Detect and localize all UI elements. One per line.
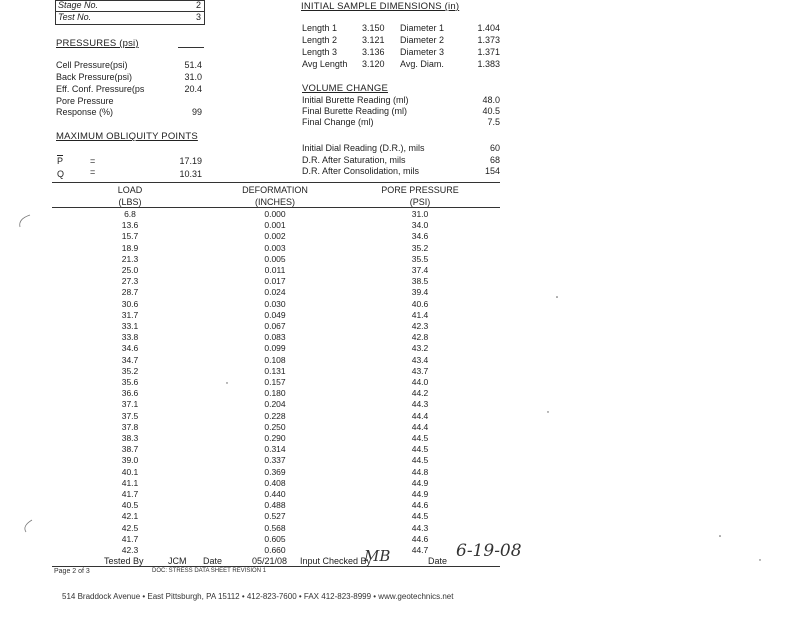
load-cell: 37.8: [121, 421, 139, 432]
speck: [556, 296, 558, 298]
deformation-unit-header: (INCHES): [255, 197, 295, 207]
initial-dial-value: 60: [489, 143, 500, 153]
pore-pressure-header: PORE PRESSURE: [381, 185, 459, 195]
final-change-label: Final Change (ml): [302, 117, 374, 127]
deformation-cell: 0.011: [264, 265, 286, 275]
load-cell: 41.7: [121, 533, 139, 544]
signoff-rule: [52, 566, 500, 567]
length-2-label: Length 2: [302, 35, 338, 45]
length-3-value: 3.136: [362, 47, 385, 57]
deformation-cell: 0.003: [264, 242, 286, 253]
max-obliquity-title: MAXIMUM OBLIQUITY POINTS: [56, 131, 198, 142]
test-label: Test No.: [58, 12, 92, 22]
load-cell: 34.7: [121, 354, 139, 365]
dr-after-saturation-label: D.R. After Saturation, mils: [302, 155, 406, 165]
diameter-2-label: Diameter 2: [400, 35, 445, 45]
back-pressure-value: 31.0: [184, 72, 202, 82]
back-pressure-label: Back Pressure(psi): [56, 72, 133, 82]
pore-pressure-cell: 39.4: [411, 287, 429, 298]
pore-pressure-cell: 44.5: [411, 433, 429, 443]
pore-pressure-cell: 35.2: [411, 242, 429, 253]
cell-pressure-label: Cell Pressure(psi): [56, 60, 128, 70]
pore-pressure-cell: 44.4: [411, 421, 429, 432]
load-cell: 27.3: [121, 276, 139, 287]
diameter-2-value: 1.373: [477, 35, 500, 45]
deformation-cell: 0.108: [264, 354, 286, 365]
file-reference: DOC: STRESS DATA SHEET REVISION 1: [152, 568, 267, 574]
deformation-cell: 0.440: [264, 489, 286, 499]
deformation-cell: 0.568: [264, 522, 286, 533]
eff-conf-pressure-value: 20.4: [184, 84, 202, 94]
initial-dial-label: Initial Dial Reading (D.R.), mils: [302, 143, 425, 153]
load-cell: 40.1: [121, 466, 139, 477]
pressures-underline: [178, 47, 204, 48]
load-cell: 41.7: [121, 489, 139, 499]
input-checked-label: Input Checked By: [300, 556, 372, 566]
pore-pressure-cell: 37.4: [411, 265, 429, 275]
speck: [759, 559, 760, 560]
tested-date-label: Date: [203, 556, 223, 566]
pore-pressure-cell: 44.4: [411, 410, 429, 421]
deformation-cell: 0.067: [264, 321, 286, 331]
avg-length-label: Avg Length: [302, 59, 348, 69]
stage-label: Stage No.: [58, 0, 99, 10]
deformation-cell: 0.099: [264, 343, 286, 354]
pore-pressure-cell: 44.6: [411, 500, 429, 511]
length-1-label: Length 1: [302, 23, 338, 33]
load-cell: 28.7: [121, 287, 139, 298]
tested-by-value: JCM: [168, 556, 187, 566]
p-value: 17.19: [179, 156, 202, 166]
load-cell: 42.1: [121, 511, 139, 522]
deformation-cell: 0.083: [264, 332, 286, 343]
load-cell: 36.6: [121, 388, 139, 399]
cell-pressure-value: 51.4: [184, 60, 202, 70]
deformation-cell: 0.527: [264, 511, 286, 522]
checked-date-handwritten: 6-19-08: [456, 541, 522, 561]
deformation-cell: 0.131: [264, 365, 286, 376]
pore-pressure-cell: 43.7: [411, 365, 429, 376]
dr-after-saturation-value: 68: [489, 155, 500, 165]
load-cell: 38.3: [121, 433, 139, 443]
pore-pressure-cell: 42.3: [411, 321, 429, 331]
pressures-title: PRESSURES (psi): [56, 38, 139, 49]
deformation-cell: 0.314: [264, 444, 286, 455]
deformation-cell: 0.017: [264, 276, 286, 287]
pore-pressure-cell: 35.5: [411, 253, 429, 264]
deformation-cell: 0.488: [264, 500, 286, 511]
pore-pressure-cell: 44.5: [411, 511, 429, 522]
diameter-3-label: Diameter 3: [400, 47, 445, 57]
load-cell: 37.1: [121, 399, 139, 410]
dr-after-consolidation-value: 154: [484, 166, 500, 176]
p-label: $\overline{P}$: [57, 156, 64, 166]
pore-pressure-cell: 44.6: [411, 533, 429, 544]
deformation-cell: 0.605: [264, 533, 286, 544]
pore-pressure-cell: 44.5: [411, 444, 429, 455]
table-header-rule: [52, 207, 500, 208]
avg-diam-value: 1.383: [477, 59, 500, 69]
deformation-cell: 0.000: [264, 209, 286, 219]
stage-value: 2: [196, 0, 202, 10]
pore-pressure-cell: 34.0: [411, 220, 429, 231]
avg-diam-label: Avg. Diam.: [400, 59, 444, 69]
avg-length-value: 3.120: [362, 59, 385, 69]
q-value: 10.31: [179, 169, 202, 179]
deformation-cell: 0.369: [264, 466, 286, 477]
initial-burette-label: Initial Burette Reading (ml): [302, 95, 409, 105]
volume-change-title: VOLUME CHANGE: [302, 83, 389, 94]
pore-pressure-cell: 44.5: [411, 455, 429, 466]
load-cell: 31.7: [121, 309, 139, 320]
load-cell: 33.8: [121, 332, 139, 343]
speck: [226, 382, 227, 383]
final-burette-value: 40.5: [482, 106, 500, 116]
deformation-cell: 0.024: [264, 287, 286, 298]
left-margin-mark-2: [25, 520, 32, 532]
checked-date-label: Date: [428, 556, 448, 566]
deformation-cell: 0.660: [264, 545, 286, 555]
load-cell: 25.0: [121, 265, 139, 275]
speck: [547, 411, 548, 412]
page-number: Page 2 of 3: [54, 568, 90, 575]
pore-pressure-cell: 44.9: [411, 477, 429, 488]
initial-burette-value: 48.0: [482, 95, 500, 105]
deformation-cell: 0.250: [264, 421, 286, 432]
q-equals: =: [90, 167, 96, 177]
load-cell: 38.7: [121, 444, 139, 455]
length-1-value: 3.150: [362, 23, 385, 33]
deformation-cell: 0.180: [264, 388, 286, 399]
deformation-cell: 0.005: [264, 253, 286, 264]
pore-pressure-cell: 44.7: [411, 545, 429, 555]
diameter-3-value: 1.371: [477, 47, 500, 57]
diameter-1-label: Diameter 1: [400, 23, 445, 33]
load-cell: 13.6: [121, 220, 139, 231]
deformation-cell: 0.337: [264, 455, 286, 466]
pore-pressure-label: Pore Pressure: [56, 96, 114, 106]
pore-pressure-cell: 41.4: [411, 309, 429, 320]
q-label: Q: [57, 169, 65, 179]
deformation-cell: 0.001: [264, 220, 286, 231]
length-2-value: 3.121: [362, 35, 385, 45]
pore-pressure-cell: 44.3: [411, 522, 429, 533]
pore-pressure-unit-header: (PSI): [409, 197, 431, 207]
deformation-cell: 0.049: [264, 309, 286, 320]
load-cell: 18.9: [121, 242, 139, 253]
length-3-label: Length 3: [302, 47, 338, 57]
load-cell: 34.6: [121, 343, 139, 354]
tested-by-label: Tested By: [104, 556, 144, 566]
load-cell: 6.8: [124, 209, 136, 219]
load-cell: 40.5: [121, 500, 139, 511]
pore-pressure-cell: 43.2: [411, 343, 429, 354]
pore-pressure-cell: 38.5: [411, 276, 429, 287]
tested-date-value: 05/21/08: [252, 556, 288, 566]
company-footer: 514 Braddock Avenue • East Pittsburgh, PA 15112 • 412-823-7600 • FAX 412-823-8999 • www.geotechnics.net: [62, 592, 454, 601]
dr-after-consolidation-label: D.R. After Consolidation, mils: [302, 166, 420, 176]
deformation-header: DEFORMATION: [242, 185, 308, 195]
pore-pressure-cell: 44.8: [411, 466, 429, 477]
p-equals: =: [90, 156, 96, 166]
load-cell: 35.6: [121, 377, 139, 387]
load-cell: 42.3: [121, 545, 139, 555]
deformation-cell: 0.157: [264, 377, 286, 387]
pore-pressure-cell: 42.8: [411, 332, 429, 343]
pore-pressure-cell: 44.3: [411, 399, 429, 410]
deformation-cell: 0.408: [264, 477, 286, 488]
pore-pressure-cell: 44.0: [411, 377, 429, 387]
pore-pressure-cell: 31.0: [411, 209, 429, 219]
left-margin-mark: [20, 215, 30, 227]
deformation-cell: 0.002: [264, 231, 286, 242]
pore-pressure-cell: 44.9: [411, 489, 429, 499]
load-cell: 37.5: [121, 410, 139, 421]
deformation-cell: 0.228: [264, 410, 286, 421]
checked-by-signature: MB: [364, 547, 391, 565]
load-cell: 15.7: [121, 231, 139, 242]
pore-pressure-cell: 43.4: [411, 354, 429, 365]
diameter-1-value: 1.404: [477, 23, 500, 33]
deformation-cell: 0.204: [264, 399, 286, 410]
test-value: 3: [196, 12, 202, 22]
deformation-cell: 0.030: [264, 298, 286, 309]
load-cell: 39.0: [121, 455, 139, 466]
load-unit-header: (LBS): [118, 197, 142, 207]
pore-pressure-cell: 40.6: [411, 298, 429, 309]
final-burette-label: Final Burette Reading (ml): [302, 106, 408, 116]
final-change-value: 7.5: [487, 117, 500, 127]
sample-dims-title: INITIAL SAMPLE DIMENSIONS (in): [301, 1, 460, 12]
response-value: 99: [191, 107, 202, 117]
load-cell: 41.1: [121, 477, 139, 488]
load-header: LOAD: [117, 185, 143, 195]
pore-pressure-cell: 44.2: [411, 388, 429, 399]
pore-pressure-cell: 34.6: [411, 231, 429, 242]
response-label: Response (%): [56, 107, 114, 117]
load-cell: 35.2: [121, 365, 139, 376]
deformation-cell: 0.290: [264, 433, 286, 443]
speck: [719, 535, 721, 537]
eff-conf-pressure-label: Eff. Conf. Pressure(ps: [56, 84, 145, 94]
load-cell: 33.1: [121, 321, 139, 331]
load-cell: 30.6: [121, 298, 139, 309]
table-top-rule: [52, 182, 500, 183]
load-cell: 21.3: [121, 253, 139, 264]
load-cell: 42.5: [121, 522, 139, 533]
